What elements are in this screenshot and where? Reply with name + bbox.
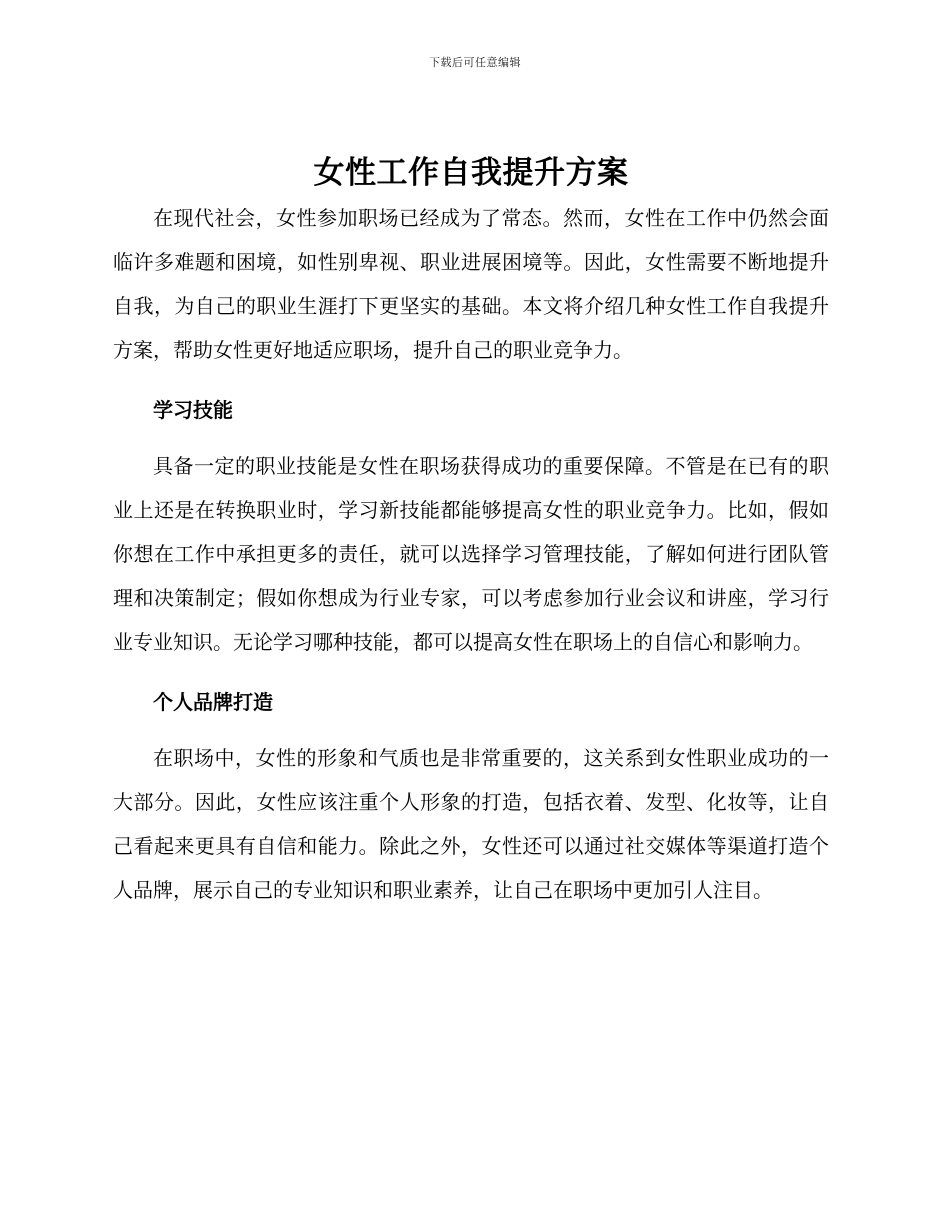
intro-paragraph: 在现代社会，女性参加职场已经成为了常态。然而，女性在工作中仍然会面临许多难题和困境，如性别卑视、职业进展困境等。因此，女性需要不断地提升自我，为自己的职业生涯打下更坚实的基础。本文将介绍几种女性工作自我提升方案，帮助女性更好地适应职场，提升自己的职业竞争力。	[113, 206, 829, 362]
section-body-learning-skills: 具备一定的职业技能是女性在职场获得成功的重要保障。不管是在已有的职业上还是在转换职业时，学习新技能都能够提高女性的职业竞争力。比如，假如你想在工作中承担更多的责任，就可以选择学习管理技能，了解如何进行团队管理和决策制定；假如你想成为行业专家，可以考虑参加行业会议和讲座，学习行业专业知识。无论学习哪种技能，都可以提高女性在职场上的自信心和影响力。	[113, 454, 829, 654]
document-title: 女性工作自我提升方案	[313, 155, 629, 191]
section-heading-learning-skills: 学习技能	[153, 398, 233, 422]
page-header-note: 下载后可任意编辑	[429, 56, 521, 69]
section-heading-personal-branding: 个人品牌打造	[153, 690, 273, 714]
section-body-personal-branding: 在职场中，女性的形象和气质也是非常重要的，这关系到女性职业成功的一大部分。因此，女性应该注重个人形象的打造，包括衣着、发型、化妆等，让自己看起来更具有自信和能力。除此之外，女性还可以通过社交媒体等渠道打造个人品牌，展示自己的专业知识和职业素养，让自己在职场中更加引人注目。	[113, 746, 829, 902]
document-body	[113, 150, 829, 912]
